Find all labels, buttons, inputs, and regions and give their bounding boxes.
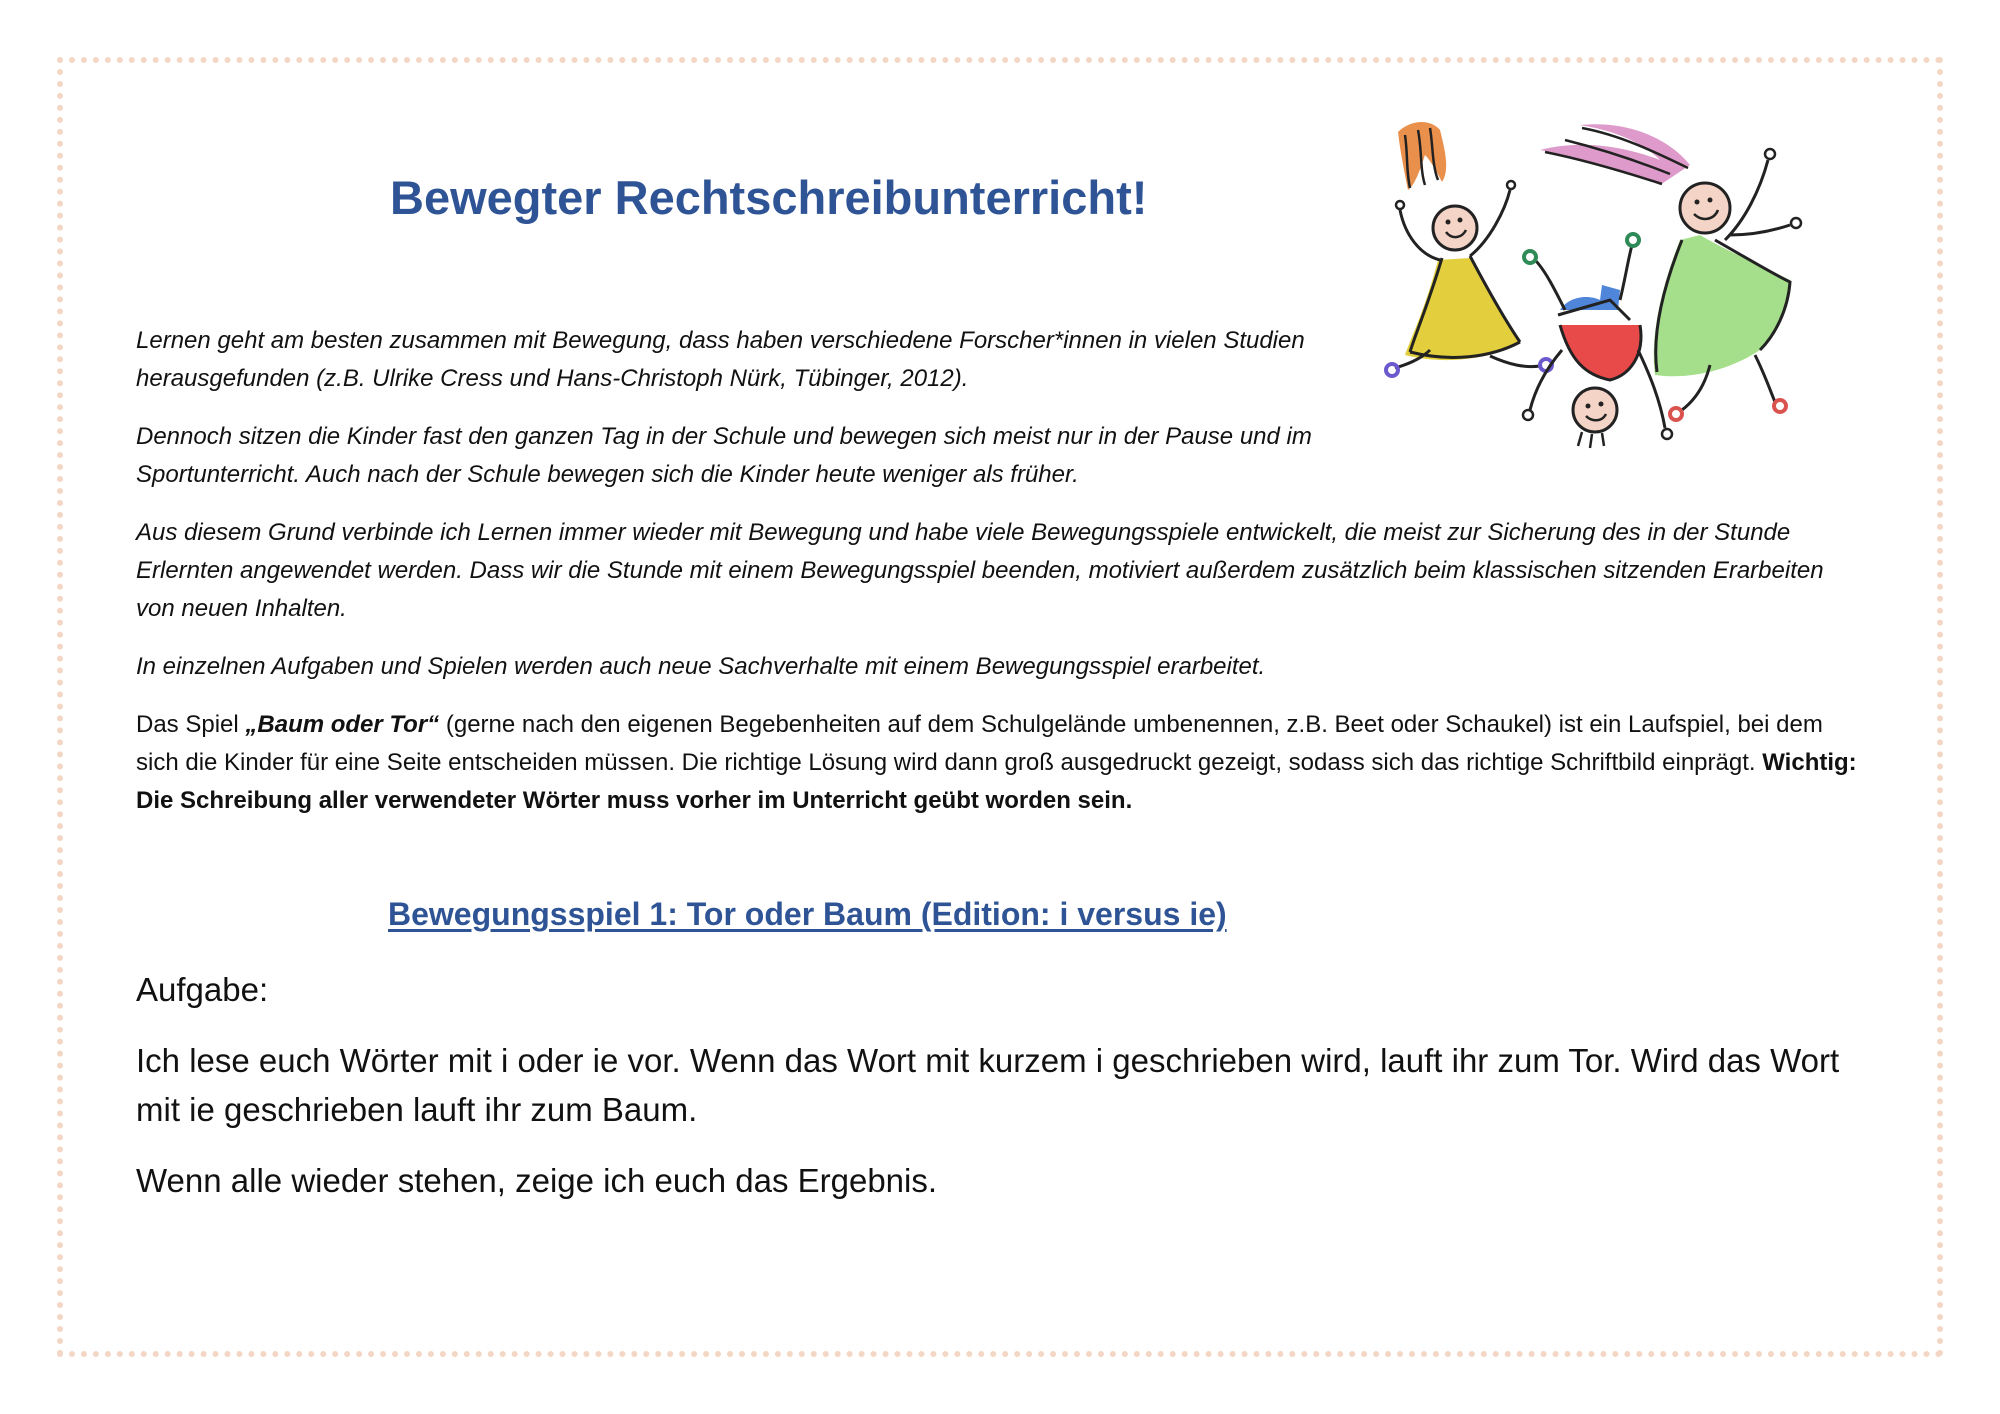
game-description: (gerne nach den eigenen Begebenheiten auf dem Schulgelände umbenennen, z.B. Beet oder Schaukel) ist ein Laufspiel, bei dem sich die Kinder für eine Seite entscheiden müssen. Die richtige Lösung wird dann groß ausgedruckt gezeigt, sodass sich das richtige Schriftbild einprägt.	[136, 711, 1823, 776]
intro-paragraph: Aus diesem Grund verbinde ich Lernen immer wieder mit Bewegung und habe viele Bewegungsspiele entwickelt, die meist zur Sicherung des in der Stunde Erlernten angewendet werden. Dass wir die Stunde mit einem Bewegungsspiel beenden, motiviert außerdem zusätzlich beim klassischen sitzenden Erarbeiten von neuen Inhalten.	[136, 519, 1824, 622]
intro-paragraph: Dennoch sitzen die Kinder fast den ganzen Tag in der Schule und bewegen sich meist nur in der Pause und im Sportunterricht. Auch nach der Schule bewegen sich die Kinder heute weniger als früher.	[136, 423, 1312, 488]
task-paragraph: Ich lese euch Wörter mit i oder ie vor. Wenn das Wort mit kurzem i geschrieben wird, lauft ihr zum Tor. Wird das Wort mit ie geschrieben lauft ihr zum Baum.	[136, 1042, 1840, 1128]
intro-paragraph: In einzelnen Aufgaben und Spielen werden auch neue Sachverhalte mit einem Bewegungsspiel erarbeitet.	[136, 653, 1266, 680]
task-paragraph: Wenn alle wieder stehen, zeige ich euch das Ergebnis.	[136, 1162, 938, 1199]
intro-paragraph: Lernen geht am besten zusammen mit Bewegung, dass haben verschiedene Forscher*innen in vielen Studien herausgefunden (z.B. Ulrike Cress und Hans-Christoph Nürk, Tübinger, 2012).	[136, 327, 1305, 392]
section-title: Bewegungsspiel 1: Tor oder Baum (Edition: i versus ie)	[388, 896, 1227, 932]
important-note: Wichtig: Die Schreibung aller verwendeter Wörter muss vorher im Unterricht geübt worden sein.	[136, 749, 1857, 814]
page-title: Bewegter Rechtschreibunterricht!	[390, 171, 1148, 224]
intro-text	[136, 322, 1866, 840]
game-name: „Baum oder Tor“	[245, 711, 440, 738]
game-description-paragraph	[136, 706, 1866, 820]
game-prefix: Das Spiel	[136, 711, 246, 738]
task-label: Aufgabe:	[136, 971, 269, 1008]
task-section	[136, 965, 1866, 1227]
